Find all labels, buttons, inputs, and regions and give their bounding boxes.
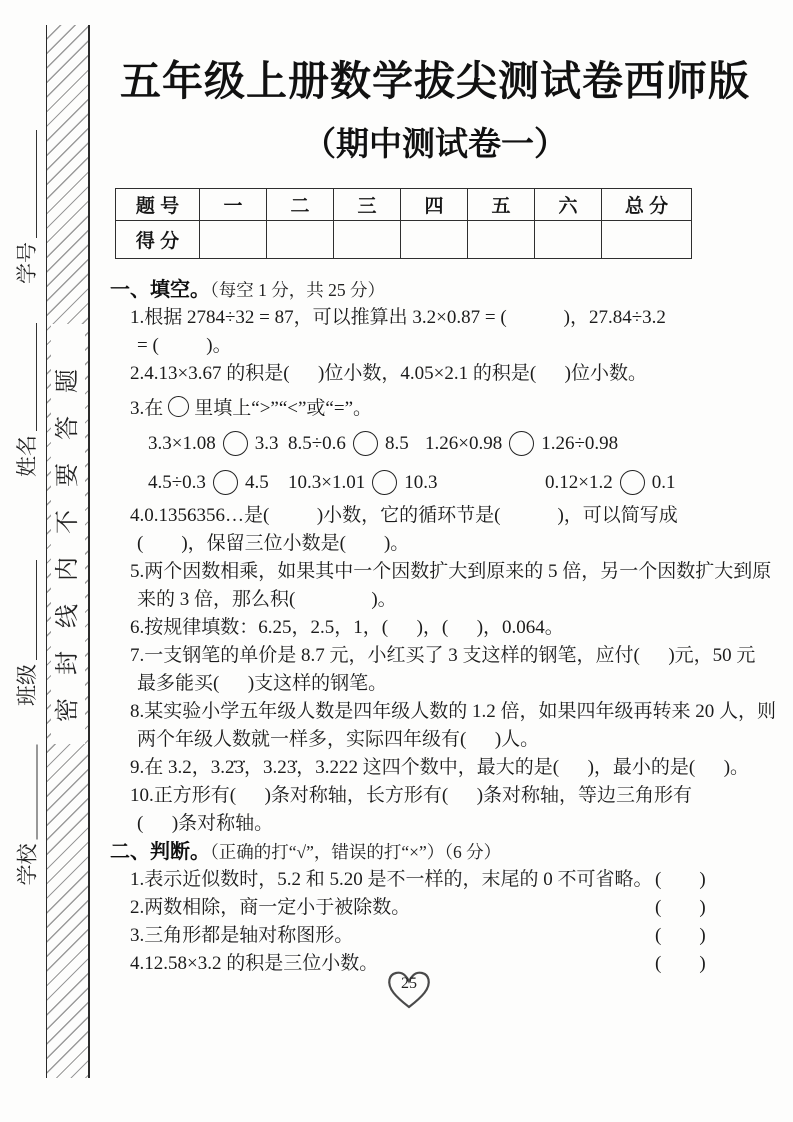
student-field-school-blank [16,745,38,840]
question-3-intro [110,388,770,424]
seal-line-band [46,25,90,1078]
judge-section-heading [110,838,770,866]
score-empty-cell [267,221,334,259]
answer-bracket: ( ) [655,953,706,974]
judge-item-4 [110,950,770,978]
comparison-right: 0.1 [651,471,676,493]
student-field-class-blank [15,560,37,660]
comparison-right: 4.5 [244,471,269,493]
question-10-line-1: 10.正方形有( )条对称轴，长方形有( )条对称轴，等边三角形有 [130,785,693,806]
score-header-cell: 二 [267,189,334,221]
judge-section-note: （正确的打“√”，错误的打“×”）（6 分） [210,842,502,862]
score-header-cell: 三 [334,189,401,221]
score-empty-cell [401,221,468,259]
question-6: 6.按规律填数：6.25，2.5，1，( )，( )，0.064。 [130,617,564,638]
comparison-left: 1.26×0.98 [425,432,503,454]
answer-bracket: ( ) [655,869,706,890]
score-header-cell: 一 [200,189,267,221]
student-field-name-blank [15,323,37,431]
compare-circle-icon [168,396,189,417]
score-header-cell: 六 [535,189,602,221]
student-field-number-label: 学号 [15,242,39,284]
seal-line-text: 密封线内不要答题 [51,324,85,744]
score-header-cell: 题 号 [116,189,200,221]
comparison-right: 1.26÷0.98 [541,432,619,454]
question-8-line-1: 8.某实验小学五年级人数是四年级人数的 1.2 倍，如果四年级再转来 20 人，则 [130,701,777,722]
question-4-line-1: 4.0.1356356…是( )小数，它的循环节是( )，可以简写成 [130,505,678,526]
compare-circle-icon [353,431,378,456]
comparison-item [545,463,675,502]
student-field-school [14,743,40,888]
question-3-suffix: 里填上“>”“<”或“=”。 [194,397,373,419]
student-field-number [13,127,39,287]
student-field-name-label: 姓名 [15,435,39,477]
student-field-school-label: 学校 [15,843,40,886]
question-7-line-1: 7.一支钢笔的单价是 8.7 元，小红买了 3 支这样的钢笔，应付( )元，50 元 [130,645,756,666]
score-empty-cell [602,221,692,259]
comparison-left: 3.3×1.08 [148,432,216,454]
score-empty-cell [468,221,535,259]
score-header-cell: 五 [468,189,535,221]
judge-item-1 [110,866,770,894]
student-field-class-label: 班级 [15,664,39,706]
comparison-right: 3.3 [254,432,279,454]
comparison-row-2 [110,463,770,502]
question-1-line-2: = ( )。 [137,335,232,356]
comparison-item [148,463,269,502]
score-header-cell: 总 分 [602,189,692,221]
question-5-line-1: 5.两个因数相乘，如果其中一个因数扩大到原来的 5 倍，另一个因数扩大到原 [130,561,772,582]
judge-item-text: 1.表示近似数时，5.2 和 5.20 是不一样的，末尾的 0 不可省略。 [130,869,653,890]
page-number: 25 [401,975,417,992]
student-field-name [13,320,39,480]
question-9: 9.在 3.2，3.2̇3̇，3.23̇，3.222 这四个数中，最大的是( )，最小的是( )。 [130,757,750,778]
fill-section-note: （每空 1 分，共 25 分） [210,280,385,300]
score-row-label: 得 分 [116,221,200,259]
compare-circle-icon [213,470,238,495]
judge-item-2 [110,894,770,922]
question-4-line-2: ( )，保留三位小数是( )。 [137,533,410,554]
question-8-line-2: 两个年级人数就一样多，实际四年级有( )人。 [137,729,540,750]
score-empty-cell [535,221,602,259]
compare-circle-icon [223,431,248,456]
score-table-header-row [116,189,692,221]
fill-section-heading [110,276,770,304]
score-empty-cell [200,221,267,259]
comparison-item [288,424,409,463]
page-subtitle: （期中测试卷一） [303,125,567,162]
comparison-item [288,463,437,502]
question-5-line-2: 来的 3 倍，那么积( )。 [137,589,397,610]
judge-item-text: 3.三角形都是轴对称图形。 [130,925,354,946]
question-3-prefix: 3.在 [130,397,164,419]
compare-circle-icon [372,470,397,495]
fill-section-title: 一、填空。 [110,279,210,301]
score-header-cell: 四 [401,189,468,221]
score-table [115,188,692,259]
comparison-item [425,424,618,463]
question-7-line-2: 最多能买( )支这样的钢笔。 [137,673,388,694]
comparison-item [148,424,278,463]
question-1-line-1: 1.根据 2784÷32 = 87，可以推算出 3.2×0.87 = ( )，27.84÷3.2 [130,307,666,328]
page-number-badge [384,966,434,1012]
compare-circle-icon [620,470,645,495]
question-10-line-2: ( )条对称轴。 [137,813,274,834]
comparison-left: 8.5÷0.6 [288,432,346,454]
judge-item-text: 2.两数相除，商一定小于被除数。 [130,897,411,918]
comparison-left: 4.5÷0.3 [148,471,206,493]
comparison-left: 0.12×1.2 [545,471,613,493]
comparison-row-1 [110,424,770,463]
judge-section-title: 二、判断。 [110,841,210,863]
compare-circle-icon [509,431,534,456]
judge-item-3 [110,922,770,950]
answer-bracket: ( ) [655,925,706,946]
answer-bracket: ( ) [655,897,706,918]
score-table-score-row [116,221,692,259]
score-empty-cell [334,221,401,259]
exam-body [110,276,777,978]
comparison-right: 8.5 [384,432,409,454]
student-field-class [13,558,39,708]
page-title: 五年级上册数学拔尖测试卷西师版 [120,58,750,104]
judge-item-text: 4.12.58×3.2 的积是三位小数。 [130,953,379,974]
question-2: 2.4.13×3.67 的积是( )位小数，4.05×2.1 的积是( )位小数。 [130,363,647,384]
comparison-right: 10.3 [404,471,438,493]
comparison-left: 10.3×1.01 [288,471,366,493]
student-field-number-blank [15,130,37,238]
